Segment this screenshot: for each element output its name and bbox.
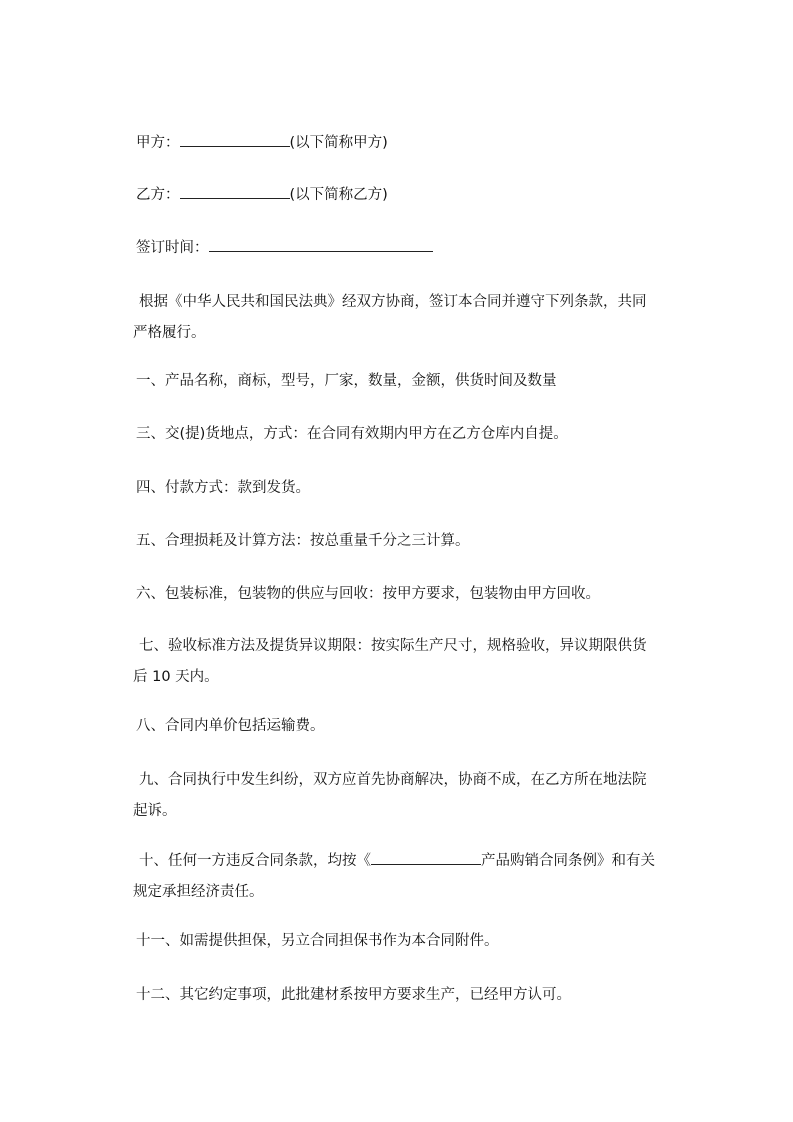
clause-10 [133, 846, 702, 908]
clause-9 [133, 765, 702, 827]
intro-line-2: 严格履行。 [133, 325, 206, 341]
intro-line-1: 根据《中华人民共和国民法典》经双方协商，签订本合同并遵守下列条款，共同 [139, 294, 647, 310]
clause-3: 三、交(提)货地点，方式：在合同有效期内甲方在乙方仓库内自提。 [136, 426, 568, 442]
party-a-blank[interactable] [180, 132, 290, 147]
clause-11: 十一、如需提供担保，另立合同担保书作为本合同附件。 [136, 933, 499, 949]
clause-10-line-1 [139, 846, 702, 877]
party-a-label: 甲方： [136, 135, 180, 151]
clause-4: 四、付款方式：款到发货。 [136, 480, 310, 496]
party-b-suffix: (以下简称乙方) [289, 187, 388, 203]
clause-10-prefix: 十、任何一方违反合同条款，均按《 [139, 853, 371, 869]
clause-1: 一、产品名称，商标，型号，厂家，数量，金额，供货时间及数量 [136, 373, 557, 389]
clause-7 [133, 631, 702, 693]
clause-9-line-2: 起诉。 [133, 803, 177, 819]
party-a-suffix: (以下简称甲方) [289, 135, 388, 151]
clause-9-line-1: 九、合同执行中发生纠纷，双方应首先协商解决，协商不成，在乙方所在地法院 [139, 772, 647, 788]
clause-10-line-2: 规定承担经济责任。 [133, 884, 264, 900]
clause-7-line-2: 后 10 天内。 [133, 669, 219, 685]
party-a-line [136, 132, 388, 153]
party-b-blank[interactable] [180, 184, 290, 199]
clause-6: 六、包装标准，包装物的供应与回收：按甲方要求，包装物由甲方回收。 [136, 586, 600, 602]
clause-5: 五、合理损耗及计算方法：按总重量千分之三计算。 [136, 533, 470, 549]
party-b-label: 乙方： [136, 187, 180, 203]
party-b-line [136, 184, 388, 205]
sign-time-line [136, 237, 433, 258]
clause-10-suffix: 产品购销合同条例》和有关 [481, 853, 655, 869]
intro-paragraph [133, 287, 702, 349]
sign-time-label: 签订时间： [136, 240, 209, 256]
sign-time-blank[interactable] [209, 237, 433, 252]
clause-12: 十二、其它约定事项，此批建材系按甲方要求生产，已经甲方认可。 [136, 987, 571, 1003]
clause-10-blank[interactable] [371, 850, 481, 865]
clause-8: 八、合同内单价包括运输费。 [136, 718, 325, 734]
clause-7-line-1: 七、验收标准方法及提货异议期限：按实际生产尺寸，规格验收，异议期限供货 [139, 638, 647, 654]
